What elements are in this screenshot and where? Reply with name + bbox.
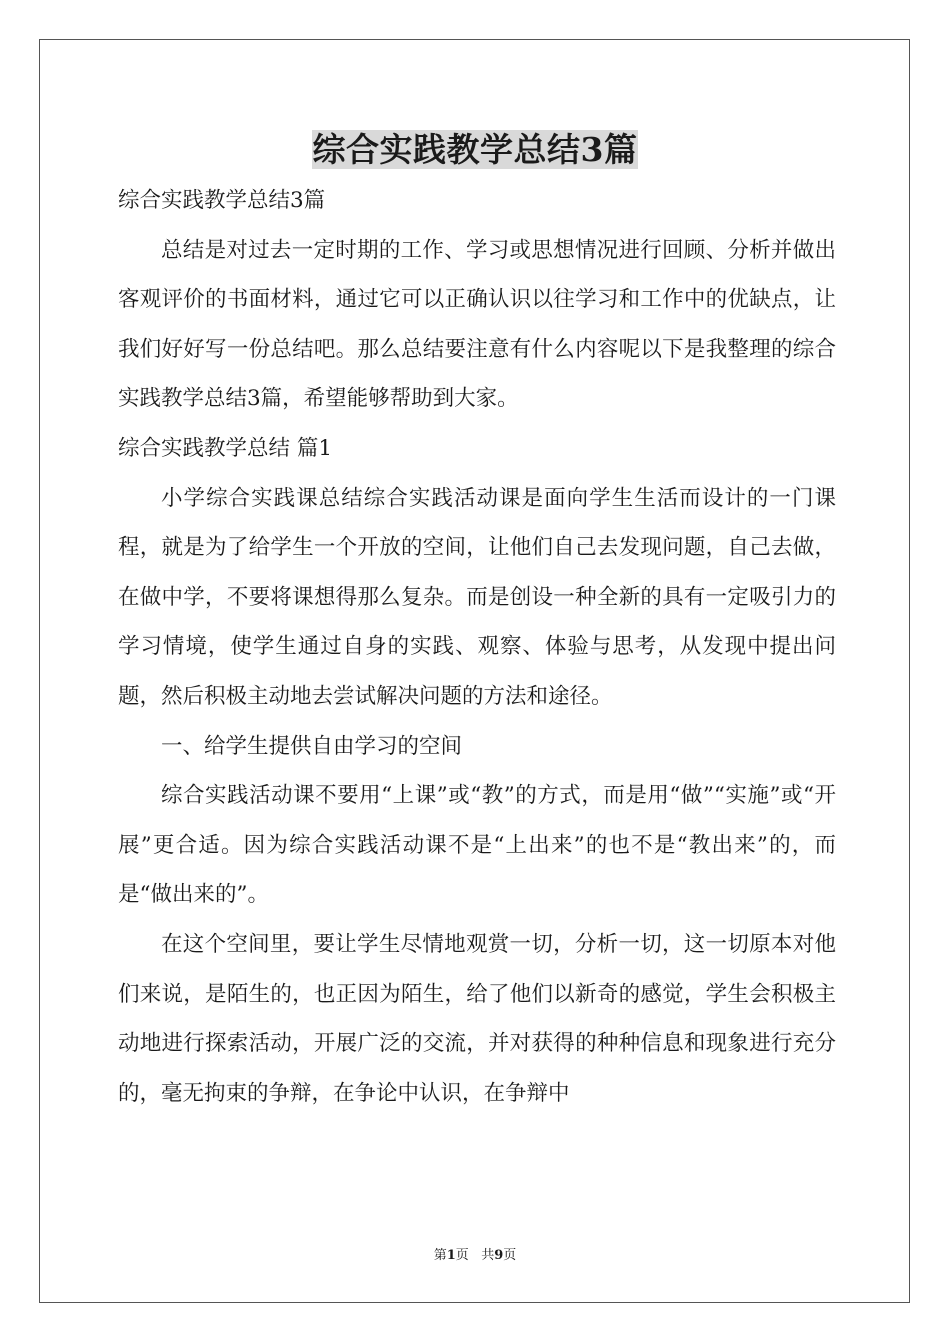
section-heading: 综合实践教学总结 篇1 [118, 435, 333, 461]
document-body [118, 176, 836, 1118]
total-pages: 9 [494, 1248, 504, 1263]
point-heading: 一、给学生提供自由学习的空间 [161, 733, 463, 759]
body-paragraph-1: 小学综合实践课总结综合实践活动课是面向学生生活而设计的一门课程，就是为了给学生一个开放的空间，让他们自己去发现问题，自己去做，在做中学，不要将课想得那么复杂。而是创设一种全新的具有一定吸引力的学习情境，使学生通过自身的实践、观察、体验与思考，从发现中提出问题，然后积极主动地去尝试解决问题的方法和途径。 [118, 485, 836, 709]
total-suffix: 页 [503, 1248, 517, 1263]
intro-paragraph: 总结是对过去一定时期的工作、学习或思想情况进行回顾、分析并做出客观评价的书面材料，通过它可以正确认识以往学习和工作中的优缺点，让我们好好写一份总结吧。那么总结要注意有什么内容呢以下是我整理的综合实践教学总结3篇，希望能够帮助到大家。 [118, 237, 836, 412]
body-paragraph-2: 综合实践活动课不要用“上课”或“教”的方式，而是用“做”“实施”或“开展”更合适。因为综合实践活动课不是“上出来”的也不是“教出来”的，而是“做出来的”。 [118, 783, 836, 908]
body-paragraph-3: 在这个空间里，要让学生尽情地观赏一切，分析一切，这一切原本对他们来说，是陌生的，也正因为陌生，给了他们以新奇的感觉，学生会积极主动地进行探索活动，开展广泛的交流，并对获得的种种信息和现象进行充分的，毫无拘束的争辩，在争论中认识，在争辩中 [118, 931, 836, 1106]
document-subtitle: 综合实践教学总结3篇 [118, 188, 326, 213]
page-number: 1 [446, 1248, 456, 1263]
page-prefix: 第 [433, 1248, 447, 1263]
document-title [0, 126, 950, 174]
document-title-text: 综合实践教学总结3篇 [312, 130, 638, 169]
total-prefix: 共 [481, 1248, 495, 1263]
page-footer [0, 1246, 950, 1266]
page-suffix: 页 [455, 1248, 469, 1263]
